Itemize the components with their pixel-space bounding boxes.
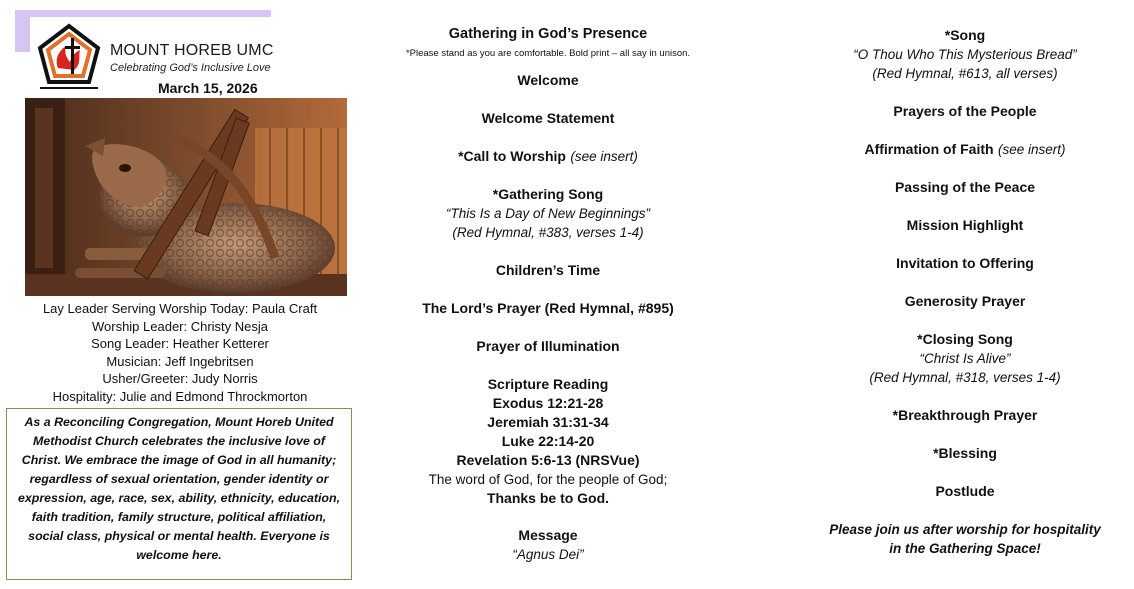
item-prayer-of-illumination: Prayer of Illumination: [476, 338, 620, 354]
item-gathering-song: *Gathering Song: [492, 186, 604, 202]
item-breakthrough-prayer: *Breakthrough Prayer: [892, 407, 1038, 423]
hospitality-invitation: [800, 520, 1130, 558]
item-lords-prayer: The Lord’s Prayer (Red Hymnal, #895): [422, 300, 674, 316]
accent-bar-side: [15, 10, 30, 52]
item-mission-highlight: Mission Highlight: [906, 217, 1024, 233]
hymn-reference: (Red Hymnal, #613, all verses): [872, 66, 1058, 81]
item-passing-of-the-peace: Passing of the Peace: [894, 179, 1036, 195]
item-scripture-reading: Scripture Reading: [487, 376, 609, 392]
item-prayers-of-the-people: Prayers of the People: [893, 103, 1037, 119]
item-generosity-prayer: Generosity Prayer: [904, 293, 1026, 309]
scripture-ref: Revelation 5:6-13 (NRSVue): [456, 452, 640, 468]
item-childrens-time: Children’s Time: [495, 262, 601, 278]
item-closing-song: *Closing Song: [917, 331, 1013, 347]
cross-and-flame-icon: [36, 22, 102, 96]
lamb-with-cross-photo: [25, 98, 347, 296]
item-blessing: *Blessing: [933, 445, 997, 461]
hymn-reference: (Red Hymnal, #318, verses 1-4): [869, 370, 1061, 385]
reconciling-statement: As a Reconciling Congregation, Mount Horeb United Methodist Church celebrates the inclusive love of Christ. We embrace the image of God in all humanity; regardless of sexual orientation, gender identity or expression, age, race, sex, ability, ethnicity, education, faith tradition, family structure, political affiliation, social class, physical or mental health. Everyone is welcome here.: [6, 408, 352, 580]
response-leader: The word of God, for the people of God;: [428, 472, 668, 487]
staff-line: Hospitality: Julie and Edmond Throckmorton: [52, 388, 308, 404]
staff-line: Lay Leader Serving Worship Today: Paula Craft: [42, 301, 318, 316]
order-of-worship-part-1: [392, 26, 704, 583]
service-date: March 15, 2026: [158, 80, 258, 96]
church-name: MOUNT HOREB UMC: [110, 42, 274, 59]
invitation-line: in the Gathering Space!: [889, 541, 1041, 556]
scripture-ref: Exodus 12:21-28: [492, 395, 604, 411]
item-song: *Song: [944, 27, 986, 43]
staff-line: Usher/Greeter: Judy Norris: [102, 371, 258, 387]
order-of-worship-part-2: [800, 26, 1130, 558]
scripture-ref: Luke 22:14-20: [501, 433, 595, 449]
item-welcome-statement: Welcome Statement: [481, 110, 615, 126]
scripture-ref: Jeremiah 31:31-34: [487, 414, 609, 430]
response-people: Thanks be to God.: [486, 490, 610, 506]
section-note: *Please stand as you are comfortable. Bold print – all say in unison.: [405, 48, 691, 59]
staff-line: Worship Leader: Christy Nesja: [91, 318, 269, 334]
staff-line: Song Leader: Heather Ketterer: [91, 336, 269, 352]
item-call-to-worship: *Call to Worship: [458, 148, 566, 164]
worship-staff-list: [5, 300, 355, 406]
hymn-reference: (Red Hymnal, #383, verses 1-4): [452, 225, 644, 240]
item-invitation-to-offering: Invitation to Offering: [896, 255, 1034, 271]
church-tagline: Celebrating God’s Inclusive Love: [110, 62, 271, 74]
item-affirmation-of-faith: Affirmation of Faith: [864, 141, 994, 157]
accent-bar-top: [15, 10, 271, 17]
message-title: “Agnus Dei”: [512, 547, 584, 562]
invitation-line: Please join us after worship for hospitality: [829, 522, 1101, 537]
item-welcome: Welcome: [517, 72, 579, 88]
item-postlude: Postlude: [935, 483, 995, 499]
hymn-title: “Christ Is Alive”: [919, 351, 1011, 366]
section-title: Gathering in God’s Presence: [448, 26, 648, 42]
hymn-title: “This Is a Day of New Beginnings”: [445, 206, 651, 221]
staff-line: Musician: Jeff Ingebritsen: [106, 353, 254, 369]
item-note: (see insert): [570, 149, 638, 164]
item-message: Message: [518, 527, 578, 543]
hymn-title: “O Thou Who This Mysterious Bread”: [853, 47, 1077, 62]
item-note: (see insert): [998, 142, 1066, 157]
